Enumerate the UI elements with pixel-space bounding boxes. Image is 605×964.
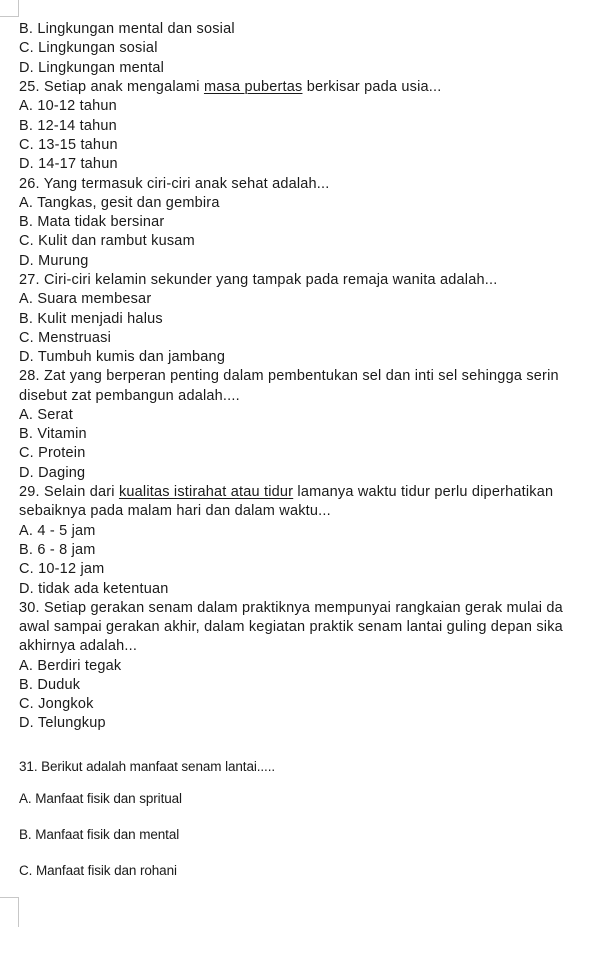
option-b: B. 6 - 8 jam — [19, 542, 96, 558]
option-d: D. Tumbuh kumis dan jambang — [19, 349, 226, 365]
question-30-line-1: 30. Setiap gerakan senam dalam praktiknya mempunyai rangkaian gerak mulai da — [19, 600, 563, 616]
question-27: 27. Ciri-ciri kelamin sekunder yang tampak pada remaja wanita adalah... — [19, 272, 498, 288]
option-a: A. Berdiri tegak — [19, 658, 122, 674]
question-25: 25. Setiap anak mengalami masa pubertas berkisar pada usia... — [19, 79, 442, 95]
option-d: D. tidak ada ketentuan — [19, 581, 169, 597]
question-28-line-2: disebut zat pembangun adalah.... — [19, 388, 240, 404]
option-c: C. Kulit dan rambut kusam — [19, 233, 195, 249]
underlined-phrase: kualitas istirahat atau tidur — [118, 484, 294, 500]
option-a: A. Manfaat fisik dan spritual — [19, 791, 182, 806]
question-30-line-3: akhirnya adalah... — [19, 638, 138, 654]
option-d: D. Daging — [19, 465, 86, 481]
option-b: B. Kulit menjadi halus — [19, 311, 163, 327]
underlined-phrase: masa pubertas — [203, 79, 303, 95]
question-30-line-2: awal sampai gerakan akhir, dalam kegiatan praktik senam lantai guling depan sika — [19, 619, 563, 635]
option-a: A. 10-12 tahun — [19, 98, 117, 114]
option-d: D. Telungkup — [19, 715, 106, 731]
option-c: C. 10-12 jam — [19, 561, 105, 577]
question-29-line-2: sebaiknya pada malam hari dan dalam waktu... — [19, 503, 331, 519]
corner-mark-bottom-vertical — [18, 897, 19, 927]
option-d: D. 14-17 tahun — [19, 156, 118, 172]
option-a: A. Serat — [19, 407, 73, 423]
option-b: B. 12-14 tahun — [19, 118, 117, 134]
option-c: C. Manfaat fisik dan rohani — [19, 863, 177, 878]
option-c: C. Menstruasi — [19, 330, 112, 346]
option-a: A. Tangkas, gesit dan gembira — [19, 195, 220, 211]
option-c: C. Jongkok — [19, 696, 94, 712]
option-b: B. Mata tidak bersinar — [19, 214, 165, 230]
option-b: B. Vitamin — [19, 426, 87, 442]
option-d: D. Lingkungan mental — [19, 60, 165, 76]
option-a: A. 4 - 5 jam — [19, 523, 96, 539]
question-28-line-1: 28. Zat yang berperan penting dalam pembentukan sel dan inti sel sehingga serin — [19, 368, 559, 384]
option-c: C. Lingkungan sosial — [19, 40, 158, 56]
option-a: A. Suara membesar — [19, 291, 152, 307]
option-d: D. Murung — [19, 253, 89, 269]
question-29-line-1: 29. Selain dari kualitas istirahat atau tidur lamanya waktu tidur perlu diperhatikan — [19, 484, 554, 500]
option-b: B. Duduk — [19, 677, 81, 693]
corner-mark-top — [0, 16, 18, 17]
corner-mark-bottom — [0, 897, 18, 898]
option-b: B. Lingkungan mental dan sosial — [19, 21, 235, 37]
option-c: C. 13-15 tahun — [19, 137, 118, 153]
question-26: 26. Yang termasuk ciri-ciri anak sehat adalah... — [19, 176, 330, 192]
corner-mark-top-vertical — [18, 0, 19, 17]
question-31: 31. Berikut adalah manfaat senam lantai..... — [19, 759, 276, 774]
option-b: B. Manfaat fisik dan mental — [19, 827, 180, 842]
option-c: C. Protein — [19, 445, 86, 461]
